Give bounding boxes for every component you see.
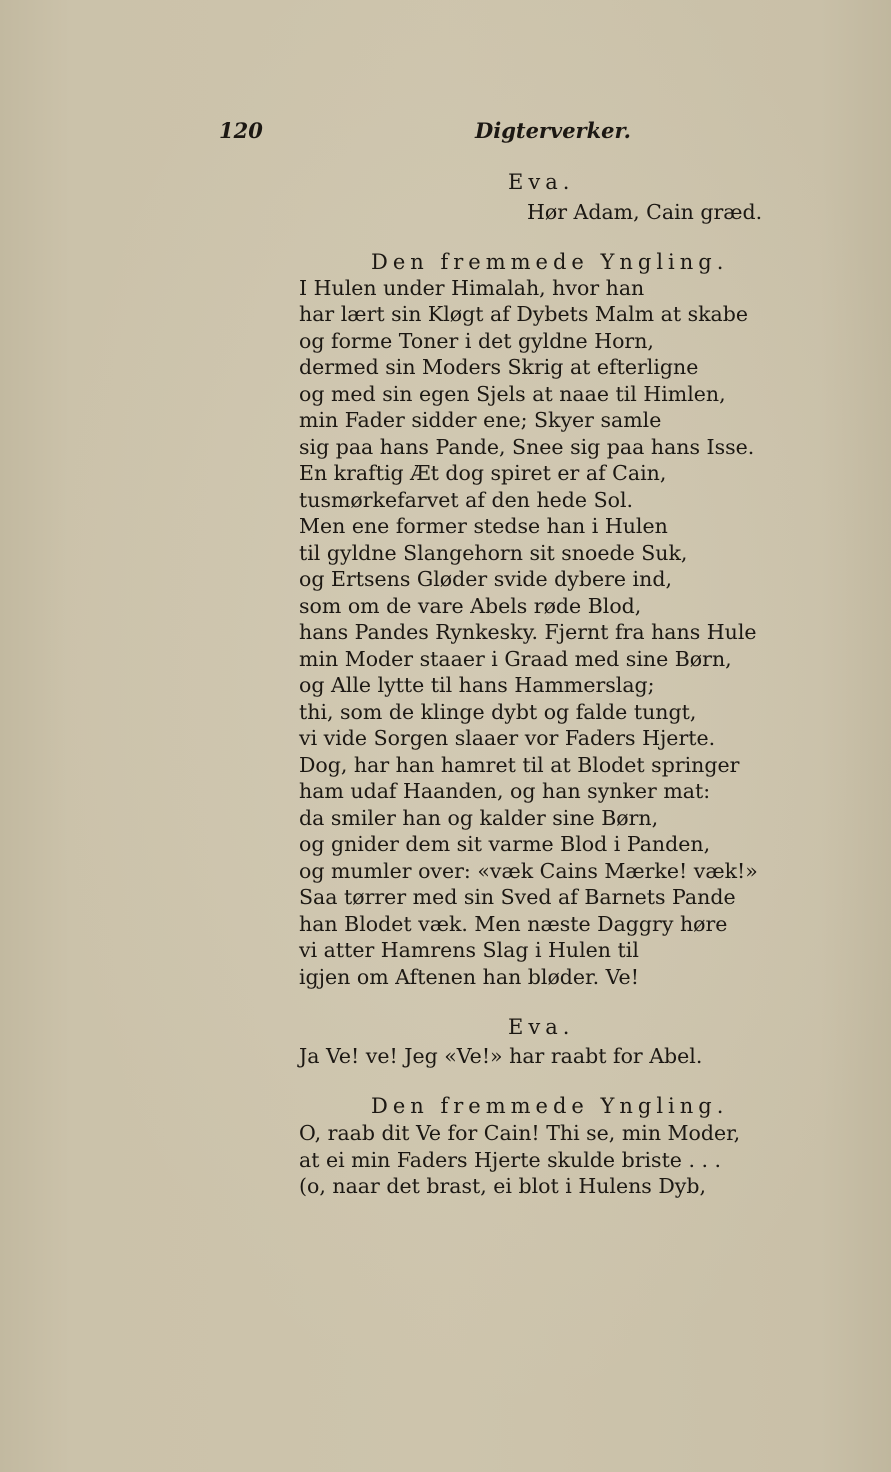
verse-line: hans Pandes Rynkesky. Fjernt fra hans Hule [299,620,757,644]
verse-line: Saa tørrer med sin Sved af Barnets Pande [299,885,736,909]
speaker-name: Den fremmede Yngling. [371,1094,729,1118]
verse-line: og Ertsens Gløder svide dybere ind, [299,567,672,591]
verse-line: til gyldne Slangehorn sit snoede Suk, [299,541,688,565]
verse-line: vi atter Hamrens Slag i Hulen til [299,938,639,962]
verse-line: igjen om Aftenen han bløder. Ve! [299,965,639,989]
verse-line: og med sin egen Sjels at naae til Himlen, [299,382,726,406]
speaker-name: Eva. [508,1015,575,1039]
verse-line: min Fader sidder ene; Skyer samle [299,408,662,432]
verse-line: O, raab dit Ve for Cain! Thi se, min Moder, [299,1121,741,1145]
verse-line: sig paa hans Pande, Snee sig paa hans Isse. [299,435,755,459]
page-number: 120 [219,118,263,143]
verse-line: (o, naar det brast, ei blot i Hulens Dyb, [299,1174,706,1198]
verse-line: ham udaf Haanden, og han synker mat: [299,779,711,803]
verse-line: tusmørkefarvet af den hede Sol. [299,488,634,512]
speaker-name: Eva. [508,170,575,194]
verse-line: En kraftig Æt dog spiret er af Cain, [299,461,667,485]
verse-line: Men ene former stedse han i Hulen [299,514,668,538]
verse-line: han Blodet væk. Men næste Daggry høre [299,912,728,936]
verse-line: og forme Toner i det gyldne Horn, [299,329,654,353]
verse-line: Hør Adam, Cain græd. [527,200,763,224]
verse-line: I Hulen under Himalah, hvor han [299,276,645,300]
verse-line: vi vide Sorgen slaaer vor Faders Hjerte. [299,726,716,750]
verse-line: thi, som de klinge dybt og falde tungt, [299,700,697,724]
running-title: Digterverker. [475,118,631,143]
verse-line: min Moder staaer i Graad med sine Børn, [299,647,732,671]
verse-line: og mumler over: «væk Cains Mærke! væk!» [299,859,758,883]
verse-line: dermed sin Moders Skrig at efterligne [299,355,699,379]
speaker-name: Den fremmede Yngling. [371,250,729,274]
verse-line: som om de vare Abels røde Blod, [299,594,642,618]
verse-line: og gnider dem sit varme Blod i Panden, [299,832,711,856]
verse-line: at ei min Faders Hjerte skulde briste . . . [299,1148,722,1172]
verse-line: Dog, har han hamret til at Blodet springer [299,753,740,777]
verse-line: da smiler han og kalder sine Børn, [299,806,659,830]
verse-line: Ja Ve! ve! Jeg «Ve!» har raabt for Abel. [299,1044,703,1068]
page-header [0,118,891,148]
verse-line: og Alle lytte til hans Hammerslag; [299,673,655,697]
verse-line: har lært sin Kløgt af Dybets Malm at skabe [299,302,748,326]
